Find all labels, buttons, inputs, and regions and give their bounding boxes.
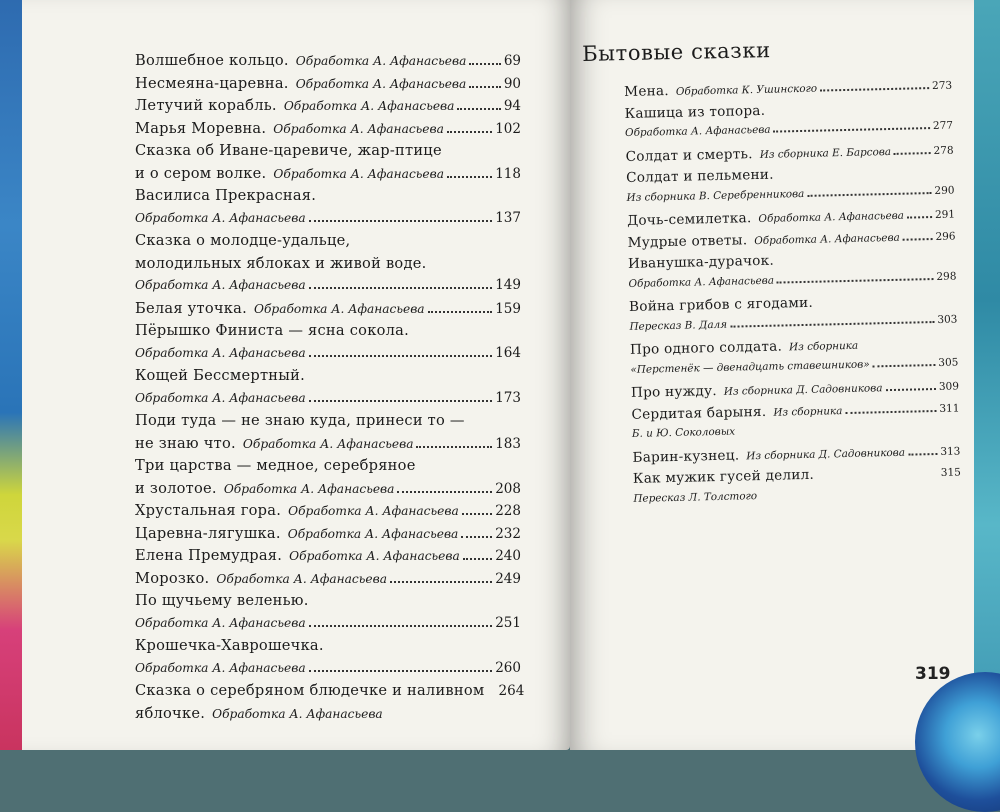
- dot-leader: [462, 513, 493, 515]
- section-title: Бытовые сказки: [582, 38, 771, 66]
- entry-page-number: 232: [495, 525, 521, 542]
- entry-author: Обработка А. Афанасьева: [295, 54, 467, 68]
- entry-title: Летучий корабль.: [135, 97, 277, 114]
- dot-leader: [428, 311, 493, 313]
- toc-entry: [135, 75, 521, 98]
- entry-title: Сказка об Иване-царевиче, жар-птице: [135, 142, 442, 159]
- entry-author: Пересказ Л. Толстого: [633, 489, 758, 505]
- dot-leader: [907, 216, 932, 219]
- entry-page-number: 315: [940, 466, 962, 479]
- entry-author: Обработка А. Афанасьева: [289, 549, 460, 563]
- toc-entry: [135, 502, 521, 525]
- entry-author: Обработка А. Афанасьева: [135, 278, 306, 292]
- entry-author: Обработка А. Афанасьева: [628, 274, 775, 290]
- dot-leader: [908, 452, 937, 455]
- entry-page-number: 291: [934, 208, 956, 221]
- entry-title: Иванушка-дурачок.: [627, 252, 775, 272]
- entry-page-number: 228: [495, 503, 521, 519]
- entry-page-number: 102: [495, 120, 521, 137]
- entry-page-number: 251: [495, 614, 521, 631]
- dot-leader: [469, 63, 500, 65]
- dot-leader: [894, 152, 931, 155]
- entry-author: Обработка А. Афанасьева: [283, 99, 455, 113]
- entry-page-number: 277: [932, 119, 954, 132]
- dot-leader: [309, 355, 493, 357]
- toc-entry: [135, 435, 521, 458]
- entry-page-number: 290: [934, 184, 955, 197]
- entry-author: Из сборника В. Серебренникова: [626, 187, 805, 204]
- entry-author: Из сборника Е. Барсова: [759, 145, 892, 161]
- toc-entry: [135, 570, 521, 593]
- dot-leader: [397, 491, 492, 493]
- dot-leader: [463, 558, 492, 560]
- entry-title: Сказка о молодце-удальце,: [135, 232, 351, 249]
- entry-page-number: 264: [498, 683, 525, 699]
- entry-page-number: 94: [503, 98, 521, 114]
- entry-title: Пёрышко Финиста — ясна сокола.: [135, 322, 409, 339]
- entry-title: яблочке.: [135, 704, 206, 722]
- dot-leader: [309, 400, 493, 402]
- entry-title: и о сером волке.: [135, 164, 267, 182]
- toc-entry: [135, 142, 521, 165]
- entry-author: Из сборника Д. Садовникова: [723, 382, 883, 398]
- entry-page-number: 173: [495, 389, 521, 406]
- dot-leader: [807, 192, 931, 197]
- entry-page-number: 249: [495, 570, 521, 587]
- entry-author: Пересказ В. Даля: [629, 318, 728, 333]
- entry-author: Обработка А. Афанасьева: [758, 209, 905, 225]
- entry-title: Барин-кузнец.: [632, 446, 740, 466]
- toc-entry: [135, 637, 521, 660]
- entry-title: не знаю что.: [135, 434, 236, 452]
- toc-entry: [135, 480, 521, 503]
- dot-leader: [873, 364, 936, 367]
- toc-entry: [135, 525, 521, 548]
- entry-page-number: 303: [937, 312, 958, 326]
- toc-entry: [135, 52, 521, 75]
- entry-author: Из сборника: [788, 339, 859, 354]
- entry-title: Белая уточка.: [135, 299, 247, 317]
- entry-page-number: 313: [940, 444, 961, 458]
- toc-entry: [135, 705, 521, 728]
- entry-author: Обработка А. Афанасьева: [288, 504, 459, 518]
- entry-page-number: 164: [495, 344, 521, 361]
- toc-entry: [135, 232, 521, 255]
- entry-title: Война грибов с ягодами.: [628, 294, 814, 315]
- entry-page-number: 273: [931, 79, 953, 93]
- entry-title: Как мужик гусей делил.: [632, 466, 815, 487]
- toc-entry: [135, 682, 525, 705]
- entry-author: Обработка К. Ушинского: [675, 82, 818, 98]
- entry-page-number: 137: [495, 209, 521, 226]
- entry-author: Б. и Ю. Соколовых: [631, 425, 736, 440]
- entry-page-number: 309: [938, 380, 960, 393]
- dot-leader: [309, 287, 493, 289]
- entry-title: Василиса Прекрасная.: [135, 187, 317, 204]
- dot-leader: [447, 176, 492, 178]
- entry-author: Обработка А. Афанасьева: [754, 231, 900, 247]
- entry-title: Три царства — медное, серебряное: [135, 457, 416, 474]
- entry-author: Обработка А. Афанасьева: [135, 210, 306, 225]
- entry-page-number: 296: [935, 230, 956, 243]
- toc-entry: [135, 277, 521, 300]
- dot-leader: [488, 693, 496, 695]
- entry-author: «Перстенёк — двенадцать ставешников»: [630, 358, 870, 376]
- toc-entry: [135, 120, 521, 143]
- entry-title: Про нужду.: [630, 382, 717, 401]
- entry-page-number: 208: [495, 480, 521, 497]
- entry-title: Елена Премудрая.: [135, 547, 283, 564]
- entry-title: Несмеяна-царевна.: [135, 74, 289, 92]
- entry-author: Из сборника Д. Садовникова: [746, 446, 906, 462]
- dot-leader: [457, 108, 500, 110]
- entry-author: Обработка А. Афанасьева: [212, 706, 383, 721]
- entry-author: Обработка А. Афанасьева: [135, 615, 306, 630]
- entry-author: Из сборника: [773, 404, 843, 419]
- entry-page-number: 159: [495, 300, 521, 317]
- entry-author: Обработка А. Афанасьева: [273, 166, 444, 181]
- entry-page-number: 118: [495, 165, 521, 182]
- entry-title: Дочь-семилетка.: [626, 210, 752, 229]
- toc-entry: [135, 390, 521, 413]
- toc-entry: [135, 255, 521, 278]
- toc-entry: [135, 345, 521, 368]
- entry-page-number: 149: [495, 277, 521, 293]
- entry-author: Обработка А. Афанасьева: [273, 121, 444, 136]
- entry-title: Поди туда — не знаю куда, принеси то —: [135, 412, 465, 429]
- entry-author: Обработка А. Афанасьева: [216, 571, 387, 586]
- toc-entry: [135, 210, 521, 233]
- right-toc-list: [624, 77, 962, 514]
- toc-entry: [135, 97, 521, 120]
- dot-leader: [416, 446, 492, 448]
- toc-entry: [135, 457, 521, 480]
- entry-title: Марья Моревна.: [135, 119, 267, 137]
- entry-title: Кощей Бессмертный.: [135, 367, 305, 384]
- entry-page-number: 90: [503, 75, 521, 92]
- dot-leader: [777, 278, 934, 284]
- toc-entry: [135, 187, 521, 210]
- entry-title: Царевна-лягушка.: [135, 524, 281, 542]
- toc-entry: [135, 547, 521, 570]
- entry-page-number: 240: [495, 548, 521, 564]
- dot-leader: [461, 536, 492, 538]
- dot-leader: [309, 670, 493, 672]
- toc-entry: [135, 592, 521, 615]
- entry-title: Волшебное кольцо.: [135, 52, 289, 69]
- dot-leader: [845, 409, 936, 413]
- toc-entry: [135, 412, 521, 435]
- entry-author: Обработка А. Афанасьева: [135, 345, 306, 360]
- entry-title: Солдат и пельмени.: [625, 166, 774, 186]
- dot-leader: [309, 625, 493, 627]
- entry-page-number: 278: [933, 144, 954, 157]
- entry-title: Сказка о серебряном блюдечке и наливном: [135, 682, 485, 699]
- dot-leader: [447, 131, 492, 133]
- page-number: 319: [915, 664, 951, 684]
- toc-entry: [135, 165, 521, 188]
- entry-title: и золотое.: [135, 479, 217, 497]
- toc-entry: [135, 615, 521, 638]
- entry-author: Обработка А. Афанасьева: [242, 436, 414, 451]
- dot-leader: [774, 127, 931, 133]
- toc-entry: [135, 300, 521, 323]
- entry-author: Обработка А. Афанасьева: [135, 660, 306, 675]
- dot-leader: [885, 388, 935, 391]
- entry-title: Мена.: [624, 82, 670, 100]
- toc-entry: [135, 660, 521, 683]
- dot-leader: [817, 474, 938, 479]
- entry-page-number: 298: [936, 270, 957, 283]
- entry-title: Кашица из топора.: [624, 102, 766, 122]
- dot-leader: [309, 220, 493, 222]
- entry-title: По щучьему веленью.: [135, 592, 309, 609]
- dot-leader: [820, 87, 929, 91]
- entry-author: Обработка А. Афанасьева: [287, 526, 459, 541]
- entry-page-number: 183: [495, 435, 521, 452]
- entry-title: Солдат и смерть.: [625, 145, 753, 165]
- left-toc-list: [135, 52, 525, 727]
- dot-leader: [730, 321, 934, 328]
- entry-author: Обработка А. Афанасьева: [253, 301, 425, 316]
- toc-entry: [135, 322, 521, 345]
- entry-page-number: 311: [939, 401, 960, 415]
- entry-author: Обработка А. Афанасьева: [624, 123, 771, 139]
- entry-page-number: 69: [503, 53, 521, 69]
- entry-author: Обработка А. Афанасьева: [223, 481, 395, 496]
- entry-title: молодильных яблоках и живой воде.: [135, 254, 427, 272]
- entry-title: Крошечка-Хаврошечка.: [135, 637, 324, 654]
- dot-leader: [390, 581, 492, 583]
- entry-page-number: 305: [938, 355, 959, 369]
- entry-author: Обработка А. Афанасьева: [135, 390, 306, 405]
- entry-title: Мудрые ответы.: [627, 231, 748, 251]
- entry-page-number: 260: [495, 659, 521, 676]
- entry-title: Морозко.: [135, 569, 210, 587]
- entry-author: Обработка А. Афанасьева: [295, 76, 467, 91]
- dot-leader: [469, 86, 501, 88]
- dot-leader: [903, 238, 933, 241]
- toc-entry: [135, 367, 521, 390]
- entry-title: Про одного солдата.: [629, 338, 783, 358]
- entry-title: Сердитая барыня.: [631, 403, 767, 423]
- entry-title: Хрустальная гора.: [135, 502, 282, 519]
